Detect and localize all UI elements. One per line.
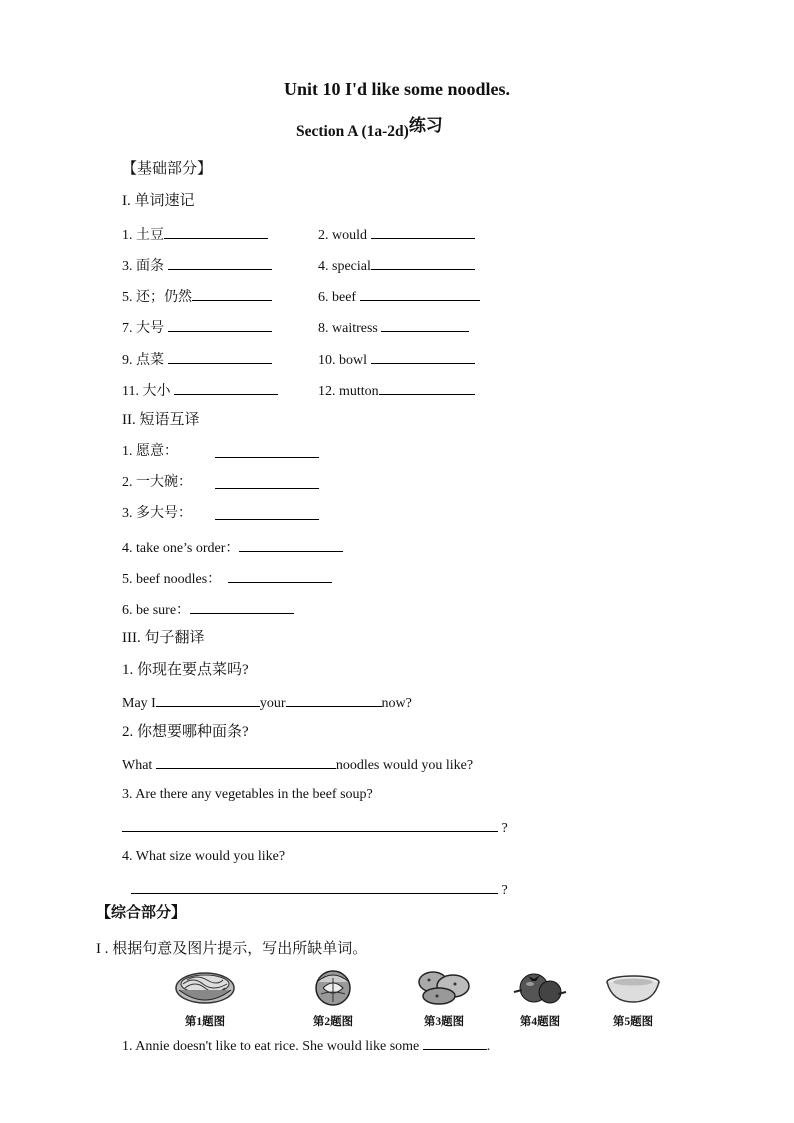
answer-blank[interactable]	[215, 505, 319, 520]
potatoes-icon	[413, 966, 475, 1006]
vocab-item-11: 11. 大小	[122, 380, 278, 401]
noodles-icon	[173, 968, 237, 1006]
answer-blank[interactable]	[156, 754, 336, 769]
picture-3	[408, 966, 480, 1029]
comprehensive-part1-heading: I . 根据句意及图片提示，写出所缺单词。	[96, 941, 368, 957]
answer-blank[interactable]	[168, 317, 272, 332]
answer-blank[interactable]	[379, 380, 475, 395]
picture-1	[170, 968, 240, 1029]
vocab-item-4: 4. special	[318, 255, 475, 276]
section-subtitle	[296, 116, 443, 142]
subtitle-suffix: 练习	[408, 116, 443, 136]
sentence-q1-english: May I your now?	[122, 692, 412, 713]
answer-blank[interactable]	[174, 380, 278, 395]
answer-blank[interactable]	[286, 692, 382, 707]
vocab-item-3: 3. 面条	[122, 255, 272, 276]
answer-blank[interactable]	[360, 286, 480, 301]
vocab-item-1: 1. 土豆	[122, 224, 268, 245]
picture-caption: 第3题图	[423, 1016, 465, 1028]
answer-blank[interactable]	[190, 599, 294, 614]
cabbage-icon	[305, 966, 361, 1006]
answer-blank[interactable]	[239, 537, 343, 552]
phrase-item-1: 1. 愿意：	[122, 444, 178, 459]
bowl-icon	[604, 972, 662, 1006]
answer-blank[interactable]	[228, 568, 332, 583]
answer-blank[interactable]	[215, 443, 319, 458]
answer-blank[interactable]	[168, 255, 272, 270]
phrase-item-5: 5. beef noodles：	[122, 568, 332, 589]
part1-heading: I. 单词速记	[122, 193, 195, 209]
answer-blank[interactable]	[164, 224, 268, 239]
picture-caption: 第5题图	[612, 1016, 654, 1028]
phrase-item-2: 2. 一大碗：	[122, 475, 192, 490]
answer-line[interactable]	[122, 817, 498, 832]
phrase-item-4: 4. take one’s order：	[122, 537, 343, 558]
vocab-item-6: 6. beef	[318, 286, 480, 307]
answer-blank[interactable]	[192, 286, 272, 301]
vocab-item-12: 12. mutton	[318, 380, 475, 401]
sentence-q1: 1. 你现在要点菜吗?	[122, 662, 249, 678]
picture-5	[598, 972, 668, 1029]
comprehensive-q1: 1. Annie doesn't like to eat rice. She would like some .	[122, 1035, 490, 1056]
picture-2	[298, 966, 368, 1029]
part3-heading: III. 句子翻译	[122, 630, 205, 646]
sentence-q2-english: What noodles would you like?	[122, 754, 473, 775]
vocab-item-5: 5. 还；仍然	[122, 286, 272, 307]
answer-blank[interactable]	[156, 692, 260, 707]
answer-blank[interactable]	[381, 317, 469, 332]
vocab-item-10: 10. bowl	[318, 349, 475, 370]
part2-heading: II. 短语互译	[122, 412, 200, 428]
phrase-item-6: 6. be sure：	[122, 599, 294, 620]
answer-blank[interactable]	[371, 255, 475, 270]
vocab-item-7: 7. 大号	[122, 317, 272, 338]
tomatoes-icon	[510, 968, 570, 1006]
answer-blank[interactable]	[423, 1035, 487, 1050]
picture-caption: 第1题图	[184, 1016, 226, 1028]
sentence-q4-answer: ?	[131, 879, 508, 900]
picture-caption: 第4题图	[519, 1016, 561, 1028]
picture-4	[505, 968, 575, 1029]
page-title: Unit 10 I'd like some noodles.	[283, 79, 511, 99]
subtitle-main: Section A (1a-2d)	[296, 123, 409, 140]
answer-line[interactable]	[131, 879, 498, 894]
phrase-item-3: 3. 多大号：	[122, 506, 192, 521]
sentence-q3: 3. Are there any vegetables in the beef soup?	[122, 787, 373, 802]
sentence-q4: 4. What size would you like?	[122, 849, 286, 864]
vocab-item-2: 2. would	[318, 224, 475, 245]
sentence-q2: 2. 你想要哪种面条?	[122, 724, 249, 740]
answer-blank[interactable]	[168, 349, 272, 364]
picture-caption: 第2题图	[312, 1016, 354, 1028]
answer-blank[interactable]	[371, 224, 475, 239]
vocab-item-8: 8. waitress	[318, 317, 469, 338]
basic-section-heading: 【基础部分】	[122, 161, 213, 177]
answer-blank[interactable]	[215, 474, 319, 489]
vocab-item-9: 9. 点菜	[122, 349, 272, 370]
sentence-q3-answer: ?	[122, 817, 508, 838]
answer-blank[interactable]	[371, 349, 475, 364]
comprehensive-heading: 【综合部分】	[96, 905, 187, 921]
